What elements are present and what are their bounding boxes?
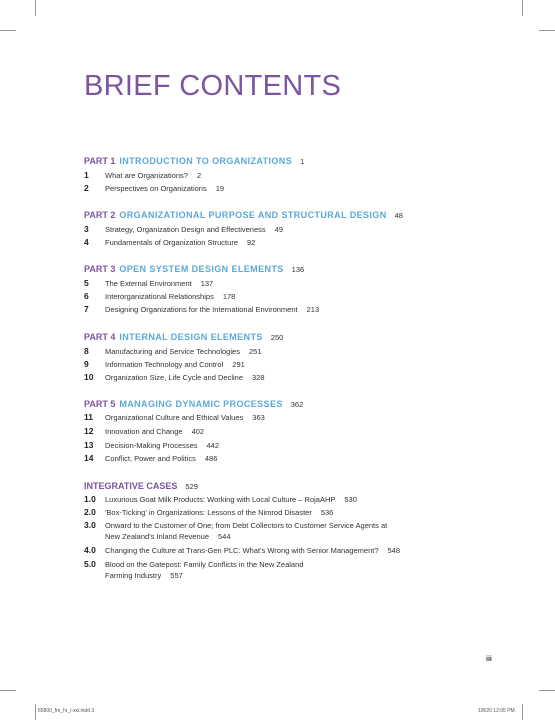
chapter-title: Strategy, Organization Design and Effectiveness xyxy=(105,225,266,234)
part-number: PART 5 xyxy=(84,399,116,409)
chapter-title: Conflict, Power and Politics xyxy=(105,454,196,463)
part-title: INTRODUCTION TO ORGANIZATIONS xyxy=(119,156,293,166)
part-heading xyxy=(84,156,304,166)
integrative-heading xyxy=(84,481,198,491)
crop-mark xyxy=(0,690,16,691)
part-title: MANAGING DYNAMIC PROCESSES xyxy=(119,399,283,409)
chapter-number: 8 xyxy=(84,346,89,356)
chapter-title: Decision-Making Processes xyxy=(105,441,198,450)
chapter-page: 486 xyxy=(204,454,218,463)
chapter-number: 4 xyxy=(84,237,89,247)
case-number: 3.0 xyxy=(84,520,96,530)
crop-mark xyxy=(0,30,16,31)
part-page: 250 xyxy=(270,333,284,342)
crop-mark xyxy=(522,704,523,720)
slug-timestamp: 1/8/20 12:05 PM xyxy=(478,708,515,714)
part-title: ORGANIZATIONAL PURPOSE AND STRUCTURAL DESIGN xyxy=(119,210,387,220)
crop-mark xyxy=(539,30,555,31)
part-heading xyxy=(84,399,303,409)
case-title: Luxurious Goat Milk Products: Working with Local Culture – RojaAHP xyxy=(105,495,336,504)
case-number: 2.0 xyxy=(84,507,96,517)
chapter-page: 137 xyxy=(200,279,214,288)
case-page: 548 xyxy=(387,546,401,555)
part-title: INTERNAL DESIGN ELEMENTS xyxy=(119,332,263,342)
case-page: 557 xyxy=(170,571,183,580)
chapter-number: 9 xyxy=(84,359,89,369)
chapter-number: 11 xyxy=(84,412,93,422)
part-number: PART 1 xyxy=(84,156,116,166)
part-number: PART 4 xyxy=(84,332,116,342)
chapter-page: 19 xyxy=(215,184,225,193)
chapter-title: Organizational Culture and Ethical Values xyxy=(105,413,244,422)
chapter-page: 49 xyxy=(274,225,283,234)
part-page: 136 xyxy=(291,265,305,274)
integrative-title: INTEGRATIVE CASES xyxy=(84,481,178,491)
chapter-page: 92 xyxy=(247,238,256,247)
chapter-number: 7 xyxy=(84,304,89,314)
part-heading xyxy=(84,210,403,220)
chapter-number: 6 xyxy=(84,291,89,301)
chapter-number: 13 xyxy=(84,440,94,450)
chapter-title: The External Environment xyxy=(105,279,192,288)
page-title: BRIEF CONTENTS xyxy=(84,70,342,102)
part-title: OPEN SYSTEM DESIGN ELEMENTS xyxy=(119,264,284,274)
part-page: 362 xyxy=(290,400,304,409)
case-title-continued: Farming Industry xyxy=(105,571,162,580)
chapter-title: Interorganizational Relationships xyxy=(105,292,214,301)
chapter-page: 2 xyxy=(196,171,202,180)
chapter-page: 402 xyxy=(191,427,205,436)
case-page: 544 xyxy=(218,532,231,541)
case-title: Onward to the Customer of One; from Debt Collectors to Customer Service Agents at xyxy=(105,521,388,530)
chapter-number: 2 xyxy=(84,183,89,193)
chapter-title: Manufacturing and Service Technologies xyxy=(105,347,240,356)
chapter-title: Fundamentals of Organization Structure xyxy=(105,238,238,247)
part-page: 1 xyxy=(300,157,305,166)
chapter-page: 328 xyxy=(252,373,265,382)
case-title: 'Box-Ticking' in Organizations: Lessons of the Nimrod Disaster xyxy=(105,508,312,517)
chapter-title: Perspectives on Organizations xyxy=(105,184,207,193)
case-number: 5.0 xyxy=(84,559,96,569)
case-number: 4.0 xyxy=(84,545,96,555)
part-number: PART 3 xyxy=(84,264,116,274)
chapter-page: 442 xyxy=(206,441,220,450)
part-number: PART 2 xyxy=(84,210,116,220)
page-folio: iii xyxy=(486,656,492,663)
case-title: Changing the Culture at Trans-Gen PLC: What's Wrong with Senior Management? xyxy=(105,546,379,555)
chapter-page: 291 xyxy=(232,360,245,369)
case-title: Blood on the Gatepost: Family Conflicts in the New Zealand xyxy=(105,560,304,569)
chapter-title: Organization Size, Life Cycle and Decline xyxy=(105,373,243,382)
chapter-title: Information Technology and Control xyxy=(105,360,224,369)
part-page: 48 xyxy=(394,211,403,220)
chapter-number: 3 xyxy=(84,224,89,234)
case-number: 1.0 xyxy=(84,494,96,504)
chapter-title: Designing Organizations for the International Environment xyxy=(105,305,298,314)
chapter-page: 363 xyxy=(252,413,265,422)
crop-mark xyxy=(35,704,36,720)
chapter-number: 14 xyxy=(84,453,94,463)
chapter-number: 12 xyxy=(84,426,94,436)
chapter-number: 5 xyxy=(84,278,89,288)
part-heading xyxy=(84,332,283,342)
chapter-page: 251 xyxy=(248,347,262,356)
crop-mark xyxy=(522,0,523,16)
chapter-title: Innovation and Change xyxy=(105,427,183,436)
part-heading xyxy=(84,264,304,274)
crop-mark xyxy=(539,690,555,691)
crop-mark xyxy=(35,0,36,16)
case-page: 536 xyxy=(320,508,334,517)
chapter-title: What are Organizations? xyxy=(105,171,188,180)
chapter-page: 178 xyxy=(222,292,236,301)
chapter-number: 10 xyxy=(84,372,94,382)
case-page: 530 xyxy=(344,495,357,504)
case-title-continued: New Zealand's Inland Revenue xyxy=(105,532,209,541)
slug-filename: 65800_fm_hr_i-xxi.indd 3 xyxy=(38,708,95,714)
chapter-page: 213 xyxy=(306,305,320,314)
integrative-page: 529 xyxy=(185,482,198,491)
chapter-number: 1 xyxy=(84,170,89,180)
